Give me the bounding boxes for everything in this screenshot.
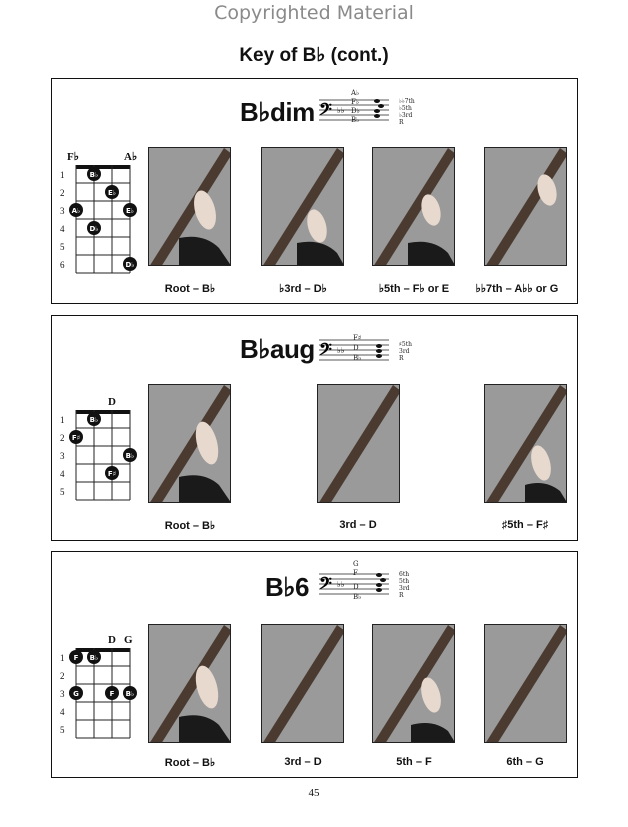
chord-name: B♭6	[265, 572, 309, 602]
fret-top-label: A♭	[124, 151, 138, 163]
staff-interval-label: 6th	[399, 571, 410, 578]
bass-hand-photo	[261, 624, 344, 743]
staff-interval-label: ♭♭7th	[399, 98, 415, 105]
fret-note-dot: B♭	[125, 690, 135, 698]
fret-number: 6	[60, 260, 65, 270]
fret-number: 3	[60, 206, 65, 216]
bass-clef-icon: 𝄢	[319, 99, 332, 123]
fret-note-dot: A♭	[71, 207, 81, 215]
staff-interval-label: R	[399, 119, 404, 126]
photo-caption: ♭5th – F♭ or E	[378, 283, 450, 295]
bass-clef-icon: 𝄢	[319, 339, 332, 363]
svg-text:♭♭: ♭♭	[337, 346, 345, 355]
staff-note-label: D	[353, 583, 359, 591]
photo-caption: 6th – G	[506, 756, 544, 768]
fret-number: 4	[60, 707, 65, 717]
fret-number: 1	[60, 415, 65, 425]
copyright-watermark: Copyrighted Material	[214, 2, 414, 24]
fret-note-dot: F♯	[71, 434, 81, 442]
fret-note-dot: B♭	[125, 452, 135, 460]
fret-note-dot: F♯	[107, 470, 117, 478]
svg-text:♭♭: ♭♭	[337, 106, 345, 115]
fret-number: 3	[60, 689, 65, 699]
staff-interval-label: ♭5th	[399, 105, 412, 112]
fret-note-dot: B♭	[89, 416, 99, 424]
staff-note-label: F	[353, 569, 358, 577]
fretboard-diagram	[52, 632, 147, 747]
chord-section-bbdim	[51, 78, 578, 304]
photo-caption: ♭♭7th – A♭♭ or G	[475, 283, 559, 295]
fret-number: 4	[60, 224, 65, 234]
svg-text:♭♭: ♭♭	[337, 580, 345, 589]
fret-number: 1	[60, 170, 65, 180]
fret-note-dot: F	[109, 690, 115, 698]
fret-number: 2	[60, 433, 65, 443]
fret-note-dot: E♭	[107, 189, 117, 197]
photo-caption: Root – B♭	[164, 757, 216, 769]
staff-notation	[317, 326, 437, 376]
fret-note-dot: B♭	[89, 654, 99, 662]
staff-note-label: B♭	[351, 116, 360, 124]
fret-number: 2	[60, 671, 65, 681]
staff-interval-label: R	[399, 592, 404, 599]
fret-number: 5	[60, 487, 65, 497]
photo-caption: Root – B♭	[164, 283, 216, 295]
staff-interval-label: 3rd	[399, 585, 410, 592]
fret-note-dot: G	[73, 690, 79, 698]
staff-note-label: F♯	[353, 334, 362, 342]
photo-caption: ♭3rd – D♭	[279, 283, 327, 295]
page-title: Key of B♭ (cont.)	[239, 45, 389, 66]
fretboard-diagram	[52, 149, 147, 279]
bass-hand-photo	[261, 147, 344, 266]
staff-note-label: B♭	[353, 593, 362, 601]
bass-hand-photo	[148, 624, 231, 743]
staff-note-label: D	[353, 344, 359, 352]
fret-top-label: D	[108, 634, 116, 646]
chord-section-bbaug	[51, 315, 578, 541]
fret-note-dot: E♭	[125, 207, 135, 215]
bass-hand-photo	[148, 384, 231, 503]
bass-hand-photo	[372, 624, 455, 743]
chord-name: B♭aug	[240, 334, 315, 364]
staff-note-label: G	[353, 560, 359, 568]
bass-hand-photo	[484, 384, 567, 503]
photo-caption: 3rd – D	[284, 756, 322, 768]
fret-number: 1	[60, 653, 65, 663]
photo-caption: ♯5th – F♯	[501, 519, 549, 531]
staff-note-label: A♭	[351, 89, 360, 97]
staff-notation	[317, 558, 437, 608]
fret-number: 4	[60, 469, 65, 479]
staff-interval-label: ♭3rd	[399, 112, 413, 119]
bass-hand-photo	[372, 147, 455, 266]
fret-top-label: F♭	[67, 151, 79, 163]
photo-caption: Root – B♭	[164, 520, 216, 532]
photo-caption: 5th – F	[396, 756, 432, 768]
staff-note-label: B♭	[353, 354, 362, 362]
fret-top-label: D	[108, 396, 116, 408]
staff-interval-label: ♯5th	[399, 341, 412, 348]
fret-number: 5	[60, 725, 65, 735]
bass-hand-photo	[148, 147, 231, 266]
staff-note-label: D♭	[351, 107, 360, 115]
chord-name: B♭dim	[240, 97, 315, 127]
bass-clef-icon: 𝄢	[319, 573, 332, 597]
photo-caption: 3rd – D	[339, 519, 377, 531]
fret-number: 5	[60, 242, 65, 252]
fret-note-dot: B♭	[89, 171, 99, 179]
fret-top-label: G	[124, 634, 133, 646]
staff-notation	[317, 86, 437, 136]
bass-hand-photo	[484, 147, 567, 266]
fret-number: 2	[60, 188, 65, 198]
chord-section-bb6	[51, 551, 578, 778]
fret-number: 3	[60, 451, 65, 461]
bass-hand-photo	[317, 384, 400, 503]
staff-interval-label: R	[399, 355, 404, 362]
bass-hand-photo	[484, 624, 567, 743]
fret-note-dot: F	[73, 654, 79, 662]
fretboard-diagram	[52, 394, 147, 509]
staff-note-label: F♭	[351, 98, 360, 106]
fret-note-dot: D♭	[125, 261, 135, 269]
fret-note-dot: D♭	[89, 225, 99, 233]
staff-interval-label: 5th	[399, 578, 410, 585]
page-number: 45	[308, 787, 320, 799]
staff-interval-label: 3rd	[399, 348, 410, 355]
